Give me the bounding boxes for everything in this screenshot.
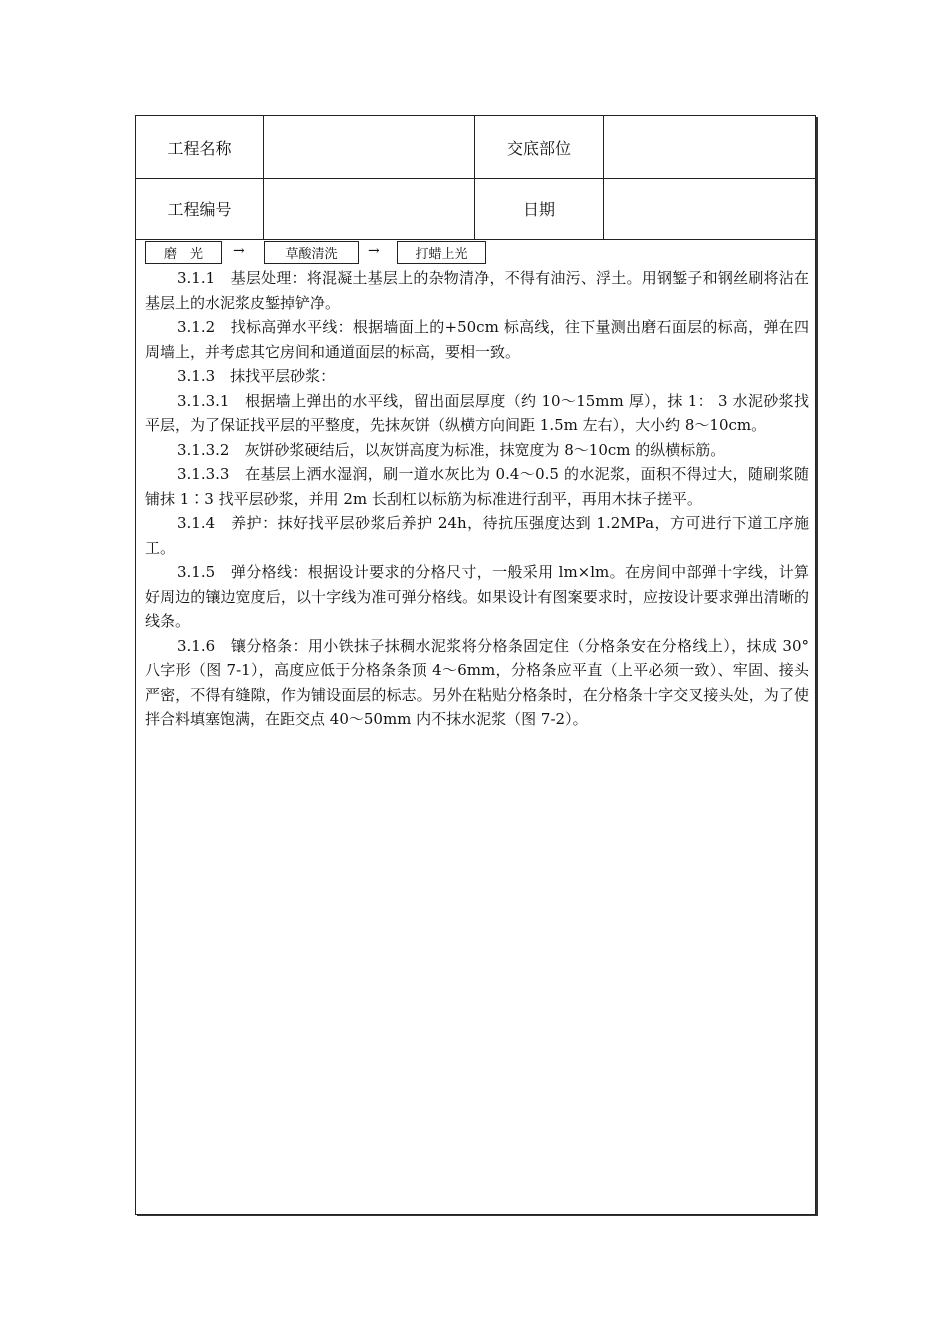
- flow-step-waxing: 打蜡上光: [397, 241, 486, 264]
- project-name-label: 工程名称: [136, 116, 264, 178]
- date-label: 日期: [475, 178, 604, 239]
- paragraph-3-1-3-3: 3.1.3.3 在基层上洒水湿润，刷一道水灰比为 0.4～0.5 的水泥浆，面积不得过大，随刷浆随铺抹 1∶3 找平层砂浆，并用 2m 长刮杠以标筋为标准进行刮平，再用木抹子搓平。: [145, 465, 809, 508]
- paragraph-3-1-3-1: 3.1.3.1 根据墙上弹出的水平线，留出面层厚度（约 10～15mm 厚），抹 1： 3 水泥砂浆找平层，为了保证找平层的平整度，先抹灰饼（纵横方向间距 1.5m 左右），大小约 8～10cm。: [145, 391, 809, 434]
- paragraph-3-1-3: 3.1.3 抹找平层砂浆：: [177, 367, 336, 385]
- flow-arrow-icon: →: [368, 243, 380, 259]
- flow-arrow-icon: →: [233, 243, 245, 259]
- paragraph-3-1-4: 3.1.4 养护：抹好找平层砂浆后养护 24h，待抗压强度达到 1.2MPa，方可进行下道工序施工。: [145, 514, 809, 557]
- paragraph-3-1-3-2: 3.1.3.2 灰饼砂浆硬结后，以灰饼高度为标准，抹宽度为 8～10cm 的纵横标筋。: [177, 440, 726, 459]
- header-row-1: [136, 116, 815, 179]
- flow-step-oxalic-wash: 草酸清洗: [264, 241, 359, 264]
- content-body: [145, 266, 809, 732]
- flow-step-polish: 磨 光: [145, 241, 222, 264]
- disclosure-sheet: [135, 115, 816, 1215]
- process-flow: [136, 241, 815, 265]
- date-field: [604, 178, 815, 239]
- sheet-shadow-right: [816, 117, 818, 1216]
- location-label: 交底部位: [475, 116, 604, 178]
- paragraph-3-1-2: 3.1.2 找标高弹水平线：根据墙面上的+50cm 标高线，往下量测出磨石面层的标高，弹在四周墙上，并考虑其它房间和通道面层的标高，要相一致。: [145, 318, 809, 361]
- paragraph-3-1-6: 3.1.6 镶分格条：用小铁抹子抹稠水泥浆将分格条固定住（分格条安在分格线上），抹成 30° 八字形（图 7-1），高度应低于分格条条顶 4～6mm，分格条应平直（上平必须一致）、牢固、接头严密，不得有缝隙，作为铺设面层的标志。另外在粘贴分格条时，在分格条十字交叉接头处，为了使拌合料填塞饱满，在距交点 40～50mm 内不抹水泥浆（图 7-2）。: [145, 636, 809, 728]
- location-field: [604, 116, 815, 178]
- project-no-label: 工程编号: [136, 178, 264, 239]
- paragraph-3-1-1: 3.1.1 基层处理：将混凝土基层上的杂物清净，不得有油污、浮土。用钢錾子和钢丝刷将沾在基层上的水泥浆皮錾掉铲净。: [145, 269, 809, 312]
- project-no-field: [264, 178, 475, 239]
- project-name-field: [264, 116, 475, 178]
- paragraph-3-1-5: 3.1.5 弹分格线：根据设计要求的分格尺寸，一般采用 lm×lm。在房间中部弹十字线，计算好周边的镶边宽度后，以十字线为准可弹分格线。如果设计有图案要求时，应按设计要求弹出清晰的线条。: [145, 563, 809, 630]
- header-row-2: [136, 178, 815, 240]
